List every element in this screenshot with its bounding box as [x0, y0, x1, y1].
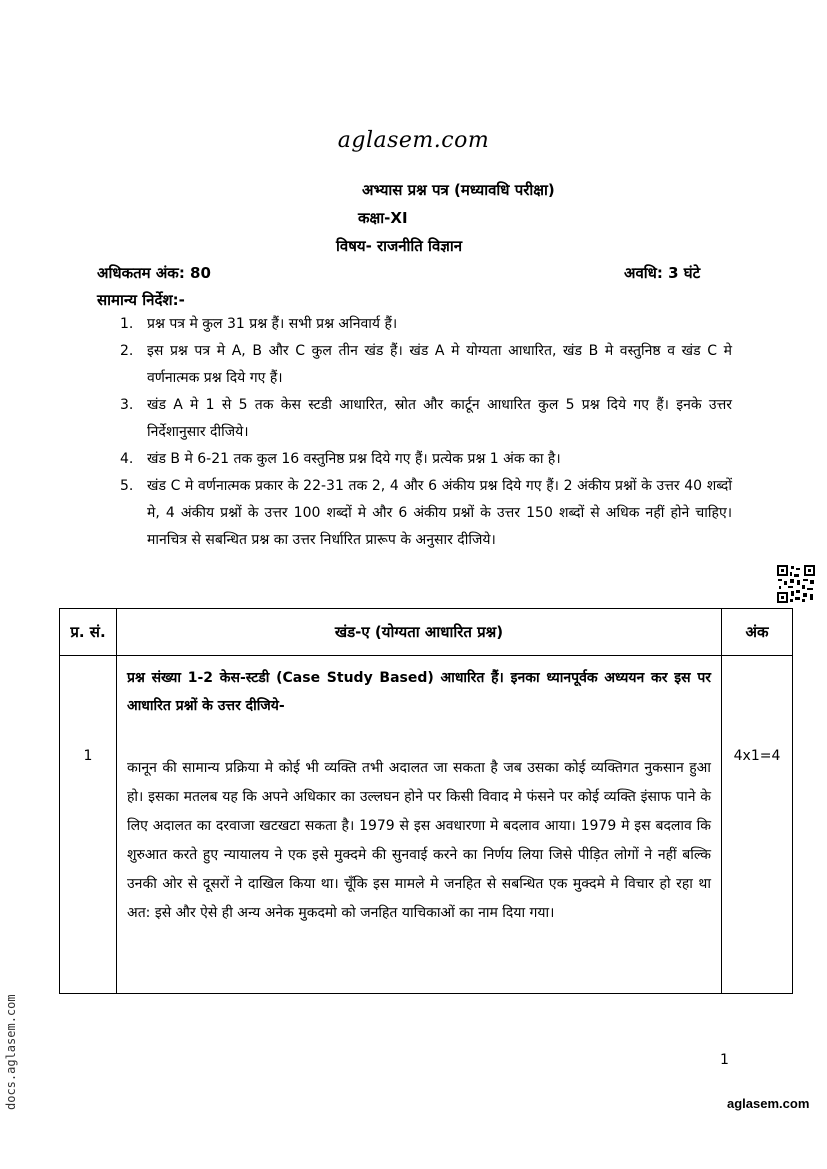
class-label: कक्षा-XI — [358, 209, 408, 227]
duration: अवधि: 3 घंटे — [624, 264, 701, 282]
instruction-item — [120, 392, 732, 446]
question-table — [59, 608, 793, 994]
instructions-heading: सामान्य निर्देश:- — [97, 291, 185, 309]
instruction-item — [120, 311, 732, 338]
instruction-text: इस प्रश्न पत्र मे A, B और C कुल तीन खंड हैं। खंड A मे योग्यता आधारित, खंड B मे वस्तुनिष्ठ व खंड C मे वर्णनात्मक प्रश्न दिये गए हैं। — [147, 343, 732, 386]
instruction-text: खंड B मे 6-21 तक कुल 16 वस्तुनिष्ठ प्रश्न दिये गए हैं। प्रत्येक प्रश्न 1 अंक का है। — [147, 451, 561, 467]
question-heading: प्रश्न संख्या 1-2 केस-स्टडी (Case Study Based) आधारित हैं। इनका ध्यानपूर्वक अध्ययन कर इस पर आधारित प्रश्नों के उत्तर दीजिये- — [127, 670, 711, 714]
table-header-row — [60, 609, 793, 656]
instruction-text: प्रश्न पत्र मे कुल 31 प्रश्न हैं। सभी प्रश्न अनिवार्य हैं। — [147, 316, 398, 332]
instruction-text: खंड C मे वर्णनात्मक प्रकार के 22-31 तक 2, 4 और 6 अंकीय प्रश्न दिये गए हैं। 2 अंकीय प्रश्नों के उत्तर 40 शब्दों मे, 4 अंकीय प्रश्नों के उत्तर 100 शब्दों मे और 6 अंकीय प्रश्नों के उत्तर 150 शब्दों से अधिक नहीं होने चाहिए। मानचित्र से सबन्धित प्रश्न का उत्तर निर्धारित प्रारूप के अनुसार दीजिये। — [147, 478, 732, 548]
instruction-number: 2. — [120, 343, 134, 359]
footer-site-link[interactable]: aglasem.com — [727, 1096, 810, 1111]
case-study-passage: कानून की सामान्य प्रक्रिया मे कोई भी व्यक्ति तभी अदालत जा सकता है जब उसका कोई व्यक्तिगत नुकसान हुआ हो। इसका मतलब यह कि अपने अधिकार का उल्लघन होने पर किसी विवाद मे फंसने पर कोई व्यक्ति इंसाफ पाने के लिए अदालत का दरवाजा खटखटा सकता है। 1979 से इस अवधारणा मे बदलाव आया। 1979 मे इस बदलाव कि शुरुआत करते हुए न्यायालय ने एक इसे मुक्दमे की सुनवाई करने का निर्णय लिया जिसे पीड़ित लोगों ने नहीं बल्कि उनकी ओर से दूसरों ने दाखिल किया था। चूँकि इस मामले मे जनहित से सबन्धित एक मुक्दमे मे विचार हो रहा था अत: इसे और ऐसे ही अन्य अनेक मुकदमो को जनहित याचिकाओं का नाम दिया गया। — [127, 760, 711, 921]
question-body — [117, 656, 722, 994]
subject-label: विषय- राजनीति विज्ञान — [336, 237, 463, 255]
instructions-list — [120, 311, 732, 554]
instruction-item — [120, 473, 732, 554]
side-watermark: docs.aglasem.com — [4, 994, 18, 1110]
page-number: 1 — [720, 1052, 729, 1068]
instruction-number: 5. — [120, 478, 134, 494]
question-marks: 4x1=4 — [722, 656, 793, 994]
max-marks: अधिकतम अंक: 80 — [97, 264, 211, 282]
paper-title: अभ्यास प्रश्न पत्र (मध्यावधि परीक्षा) — [362, 181, 555, 199]
instruction-item — [120, 338, 732, 392]
instruction-number: 3. — [120, 397, 134, 413]
instruction-number: 4. — [120, 451, 134, 467]
instruction-item — [120, 446, 732, 473]
instruction-number: 1. — [120, 316, 134, 332]
header-marks: अंक — [722, 609, 793, 656]
qr-code-icon[interactable] — [776, 564, 816, 604]
table-row — [60, 656, 793, 994]
header-question-number: प्र. सं. — [60, 609, 117, 656]
instruction-text: खंड A मे 1 से 5 तक केस स्टडी आधारित, स्रोत और कार्टून आधारित कुल 5 प्रश्न दिये गए हैं। इनके उत्तर निर्देशानुसार दीजिये। — [147, 397, 732, 440]
header-section-title: खंड-ए (योग्यता आधारित प्रश्न) — [117, 609, 722, 656]
aglasem-logo: aglasem.com — [337, 128, 490, 153]
question-number: 1 — [60, 656, 117, 994]
